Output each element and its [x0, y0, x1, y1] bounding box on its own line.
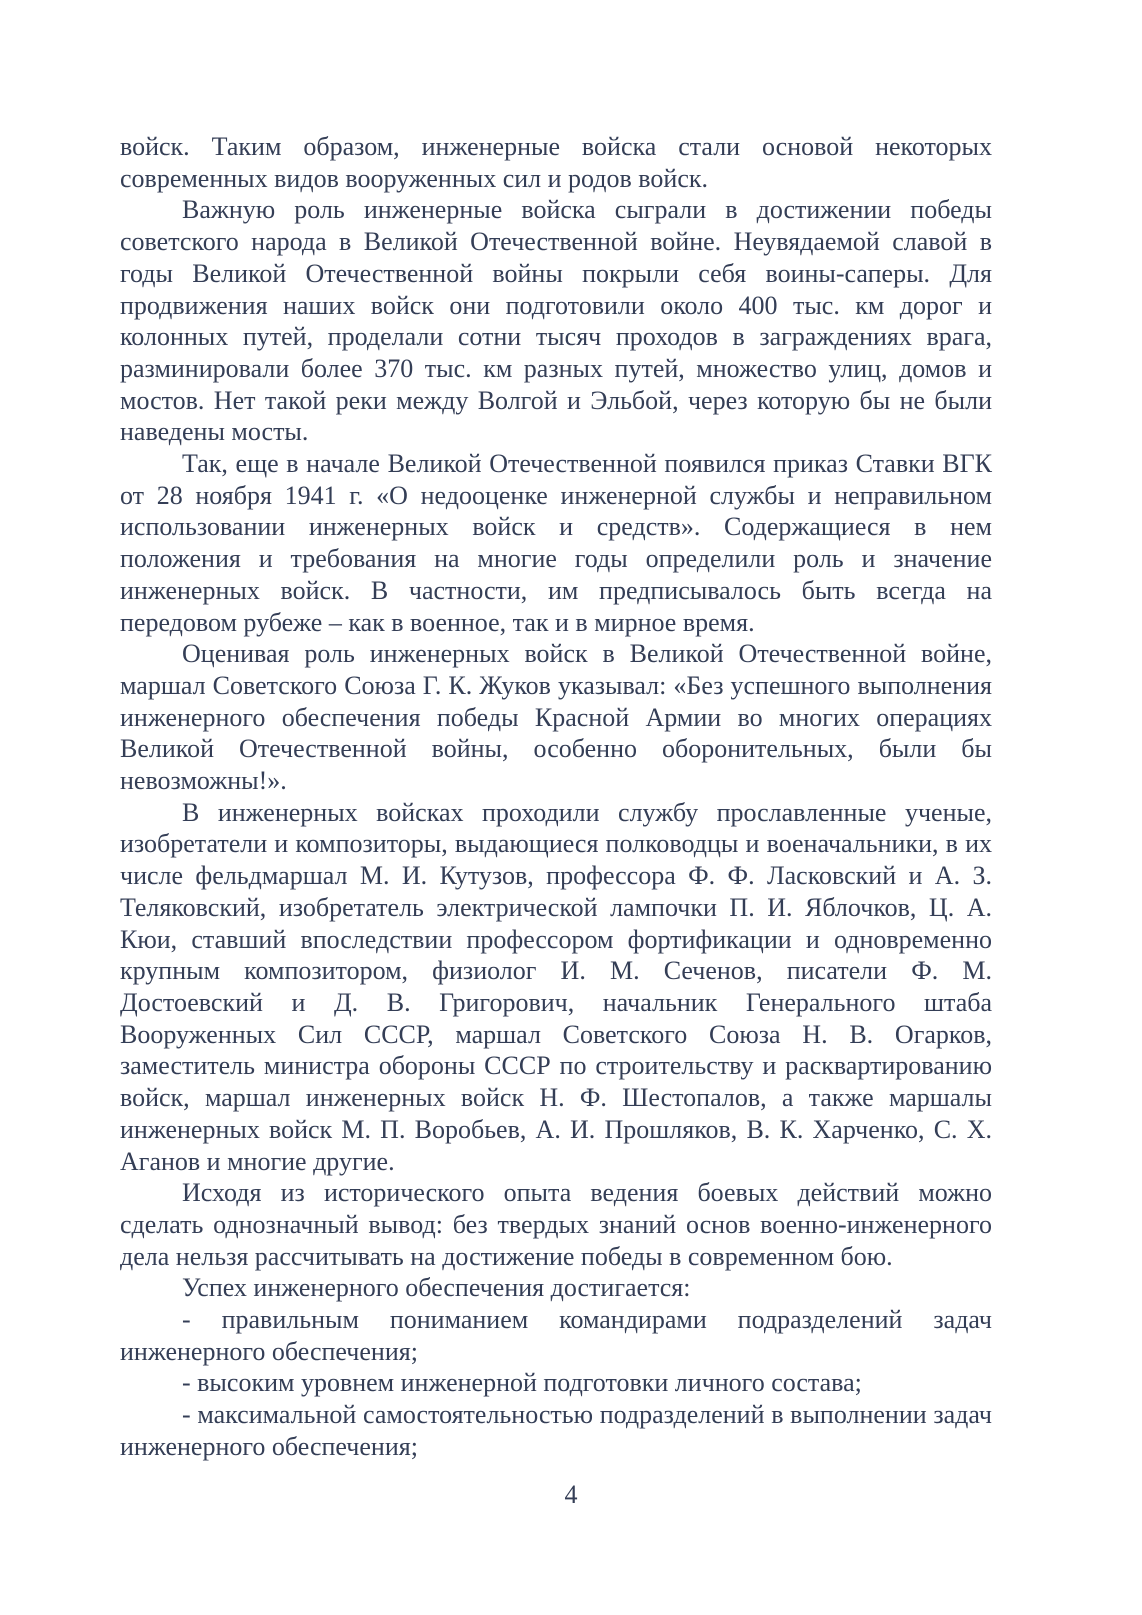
paragraph: Оценивая роль инженерных войск в Великой Отечественной войне, маршал Советского Союза Г. К. Жуков указывал: «Без успешного выполнения инженерного обеспечения победы Красной Армии во многих операциях Великой Отечественной войны, особенно оборонительных, были бы невозможны!». — [120, 639, 992, 796]
page-number: 4 — [564, 1480, 578, 1509]
page-text-block — [120, 131, 992, 1463]
paragraph: В инженерных войсках проходили службу прославленные ученые, изобретатели и композиторы, выдающиеся полководцы и военачальники, в их числе фельдмаршал М. И. Кутузов, профессора Ф. Ф. Ласковский и А. З. Теляковский, изобретатель электрической лампочки П. И. Яблочков, Ц. А. Кюи, ставший впоследствии профессором фортификации и одновременно крупным композитором, физиолог И. М. Сеченов, писатели Ф. М. Достоевский и Д. В. Григорович, начальник Генерального штаба Вооруженных Сил СССР, маршал Советского Союза Н. В. Огарков, заместитель министра обороны СССР по строительству и расквартированию войск, маршал инженерных войск Н. Ф. Шестопалов, а также маршалы инженерных войск М. П. Воробьев, А. И. Прошляков, В. К. Харченко, С. Х. Аганов и многие другие. — [120, 797, 992, 1176]
list-item-dash: - максимальной самостоятельностью подразделений в выполнении задач инженерного обеспечения; — [120, 1400, 992, 1461]
list-item-dash: - высоким уровнем инженерной подготовки личного состава; — [182, 1368, 862, 1398]
paragraph: Исходя из исторического опыта ведения боевых действий можно сделать однозначный вывод: без твердых знаний основ военно-инженерного дела нельзя рассчитывать на достижение победы в современном бою. — [120, 1178, 992, 1271]
list-item-dash: - правильным пониманием командирами подразделений задач инженерного обеспечения; — [120, 1305, 992, 1366]
paragraph: Так, еще в начале Великой Отечественной появился приказ Ставки ВГК от 28 ноября 1941 г. «О недооценке инженерной службы и неправильном использовании инженерных войск и средств». Содержащиеся в нем положения и требования на многие годы определили роль и значение инженерных войск. В частности, им предписывалось быть всегда на передовом рубеже – как в военное, так и в мирное время. — [120, 449, 992, 637]
paragraph: Успех инженерного обеспечения достигается: — [182, 1273, 691, 1303]
paragraph: Важную роль инженерные войска сыграли в достижении победы советского народа в Великой Отечественной войне. Неувядаемой славой в годы Великой Отечественной войны покрыли себя воины-саперы. Для продвижения наших войск они подготовили около 400 тыс. км дорог и колонных путей, проделали сотни тысяч проходов в заграждениях врага, разминировали более 370 тыс. км разных путей, множество улиц, домов и мостов. Нет такой реки между Волгой и Эльбой, через которую бы не были наведены мосты. — [120, 195, 992, 447]
paragraph-continuation: войск. Таким образом, инженерные войска стали основой некоторых современных видов вооруженных сил и родов войск. — [120, 132, 992, 193]
